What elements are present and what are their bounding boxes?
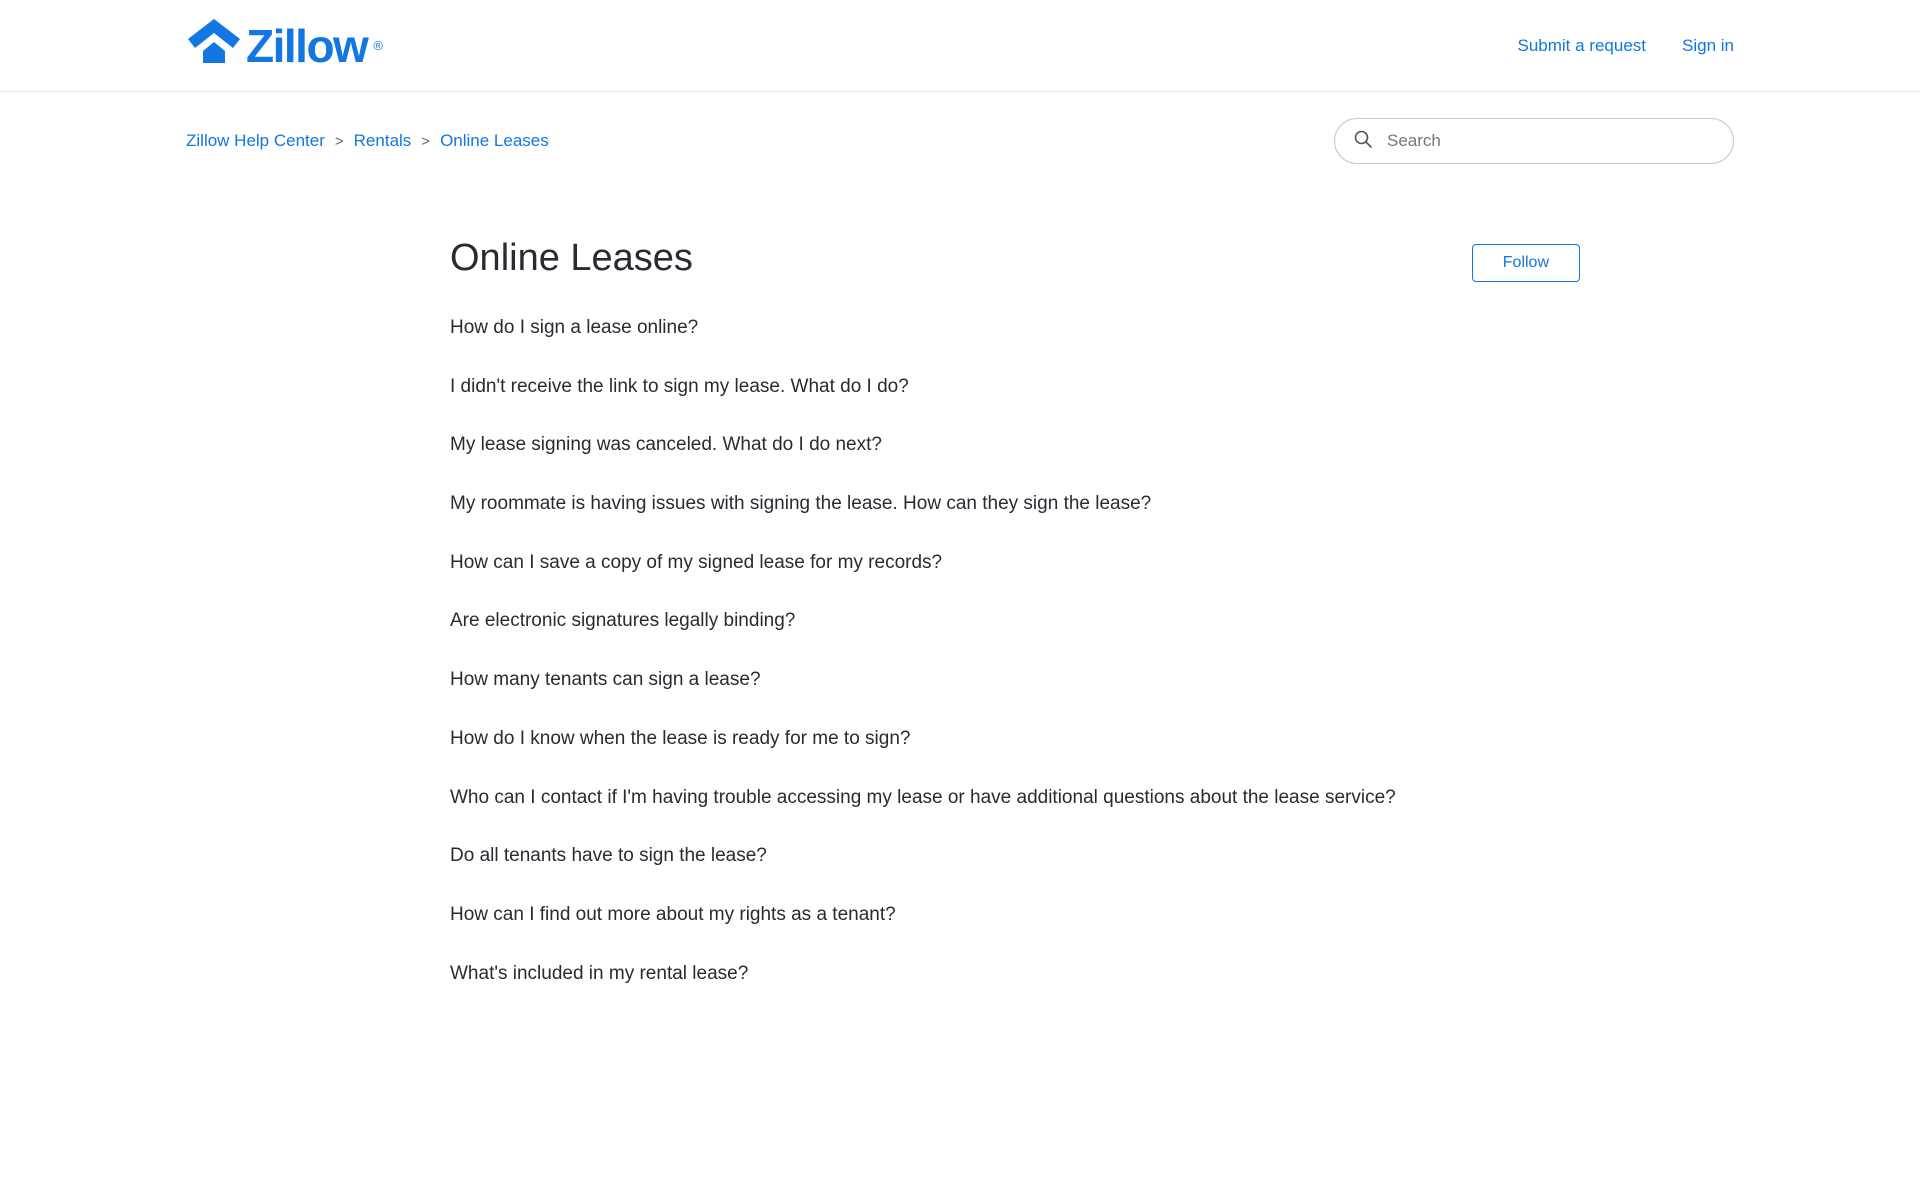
breadcrumb-link-help-center[interactable]: Zillow Help Center <box>186 131 325 150</box>
article-link[interactable]: How do I sign a lease online? <box>450 317 699 338</box>
main-content <box>0 236 1920 986</box>
article-link[interactable]: How can I save a copy of my signed lease for my records? <box>450 551 943 573</box>
site-header <box>0 0 1920 92</box>
breadcrumb-item-help-center <box>186 131 354 151</box>
list-item <box>450 433 1580 458</box>
subheader <box>0 92 1920 164</box>
article-list <box>450 316 1580 986</box>
article-link[interactable]: Who can I contact if I'm having trouble accessing my lease or have additional questions about the lease service? <box>450 786 1396 808</box>
breadcrumb-separator: > <box>334 132 344 150</box>
search-box[interactable] <box>1334 118 1734 164</box>
follow-button[interactable]: Follow <box>1472 244 1580 282</box>
header-nav <box>1518 36 1735 56</box>
breadcrumb-item-online-leases <box>440 131 549 151</box>
breadcrumb-link-rentals[interactable]: Rentals <box>353 131 412 150</box>
list-item <box>450 844 1580 869</box>
list-item <box>450 668 1580 693</box>
article-link[interactable]: How do I know when the lease is ready for me to sign? <box>450 727 911 749</box>
list-item <box>450 727 1580 752</box>
article-link[interactable]: Do all tenants have to sign the lease? <box>450 845 767 867</box>
breadcrumb-item-rentals <box>354 131 440 151</box>
page-title: Online Leases <box>450 237 693 279</box>
article-link[interactable]: What's included in my rental lease? <box>450 962 749 984</box>
search-input[interactable] <box>1385 130 1715 152</box>
list-item <box>450 375 1580 400</box>
list-item <box>450 492 1580 517</box>
breadcrumb-separator: > <box>421 132 431 150</box>
list-item <box>450 903 1580 928</box>
zillow-logo[interactable] <box>186 17 383 74</box>
title-row <box>450 236 1580 282</box>
article-link[interactable]: My lease signing was canceled. What do I do next? <box>450 434 882 456</box>
zillow-house-icon <box>186 17 242 74</box>
list-item <box>450 962 1580 987</box>
list-item <box>450 551 1580 576</box>
breadcrumb <box>186 131 549 151</box>
zillow-wordmark: Zillow <box>246 19 368 72</box>
list-item <box>450 786 1580 811</box>
list-item <box>450 609 1580 634</box>
article-link[interactable]: I didn't receive the link to sign my lease. What do I do? <box>450 375 909 397</box>
breadcrumb-link-online-leases[interactable]: Online Leases <box>440 131 549 150</box>
list-item <box>450 316 1580 341</box>
sign-in-link[interactable]: Sign in <box>1682 35 1734 55</box>
search-icon <box>1353 129 1373 154</box>
registered-mark: ® <box>373 38 383 53</box>
article-link[interactable]: How can I find out more about my rights as a tenant? <box>450 903 896 925</box>
article-link[interactable]: My roommate is having issues with signing the lease. How can they sign the lease? <box>450 493 1152 515</box>
submit-a-request-link[interactable]: Submit a request <box>1517 35 1647 55</box>
article-link[interactable]: Are electronic signatures legally binding? <box>450 610 796 632</box>
article-link[interactable]: How many tenants can sign a lease? <box>450 669 761 691</box>
